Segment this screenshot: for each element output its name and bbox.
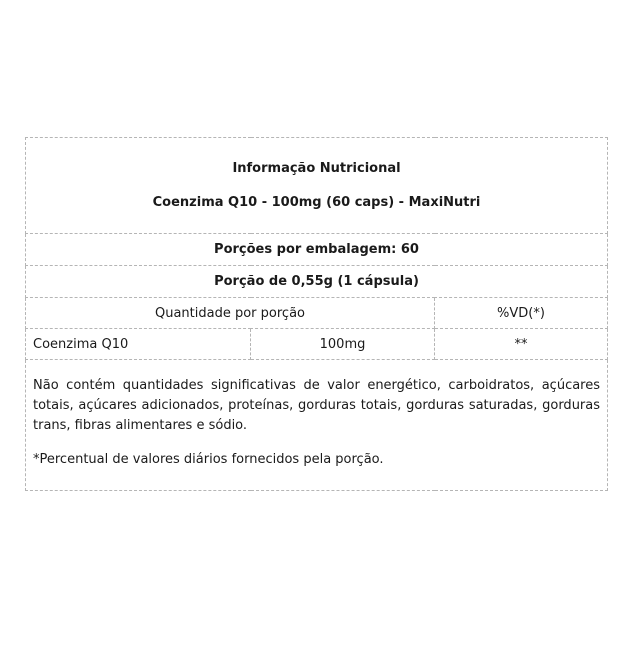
- table-header-row: [26, 298, 608, 329]
- nutrient-daily-value: **: [435, 329, 608, 360]
- nutrient-amount: 100mg: [251, 329, 435, 360]
- not-significant-note: Não contém quantidades significativas de valor energético, carboidratos, açúcares totais, açúcares adicionados, proteínas, gorduras totais, gorduras saturadas, gorduras trans, fibras alimentares e sódio.: [33, 378, 601, 433]
- daily-value-header: %VD(*): [435, 298, 608, 329]
- serving-size: Porção de 0,55g (1 cápsula): [26, 266, 608, 298]
- serving-size-row: [26, 266, 608, 298]
- nutrient-name: Coenzima Q10: [26, 329, 251, 360]
- table-title: Informação Nutricional: [232, 161, 401, 176]
- servings-per-package: Porções por embalagem: 60: [26, 234, 608, 266]
- title-row: [26, 138, 608, 234]
- product-name: Coenzima Q10 - 100mg (60 caps) - MaxiNutri: [152, 195, 481, 210]
- daily-value-footnote: *Percentual de valores diários fornecidos pela porção.: [33, 452, 384, 467]
- nutrition-facts-table: [25, 137, 608, 491]
- table-row: [26, 329, 608, 360]
- title-cell: [26, 138, 608, 234]
- amount-per-serving-header: Quantidade por porção: [26, 298, 435, 329]
- notes-cell: [26, 360, 608, 491]
- servings-row: [26, 234, 608, 266]
- notes-row: [26, 360, 608, 491]
